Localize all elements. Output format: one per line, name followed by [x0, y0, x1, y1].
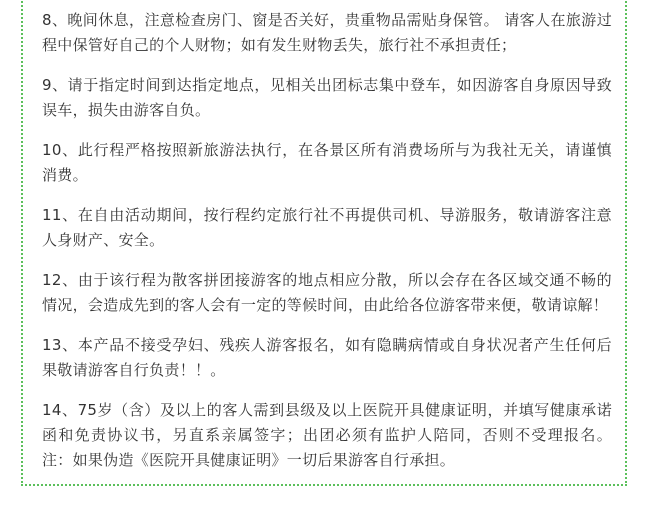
notice-item-10: 10、此行程严格按照新旅游法执行，在各景区所有消费场所与为我社无关，请谨慎消费。: [42, 141, 612, 184]
notice-item-9: 9、请于指定时间到达指定地点，见相关出团标志集中登车，如因游客自身原因导致误车，损失由游客自负。: [42, 76, 612, 119]
notice-item-14: 14、75岁（含）及以上的客人需到县级及以上医院开具健康证明，并填写健康承诺函和免责协议书，另直系亲属签字；出团必须有监护人陪同，否则不受理报名。 注：如果伪造《医院开具健康证明》一切后果游客自行承担。: [42, 401, 612, 469]
notice-item-12: 12、由于该行程为散客拼团接游客的地点相应分散，所以会存在各区域交通不畅的情况，会造成先到的客人会有一定的等候时间，由此给各位游客带来便，敬请谅解！: [42, 271, 612, 314]
notice-list: [42, 8, 612, 473]
notice-item-8: 8、晚间休息，注意检查房门、窗是否关好，贵重物品需贴身保管。 请客人在旅游过程中保管好自己的个人财物；如有发生财物丢失，旅行社不承担责任；: [42, 11, 612, 54]
notice-item-13: 13、本产品不接受孕妇、残疾人游客报名，如有隐瞒病情或自身状况者产生任何后果敬请游客自行负责！！。: [42, 336, 612, 379]
notice-item-11: 11、在自由活动期间，按行程约定旅行社不再提供司机、导游服务，敬请游客注意人身财产、安全。: [42, 206, 612, 249]
